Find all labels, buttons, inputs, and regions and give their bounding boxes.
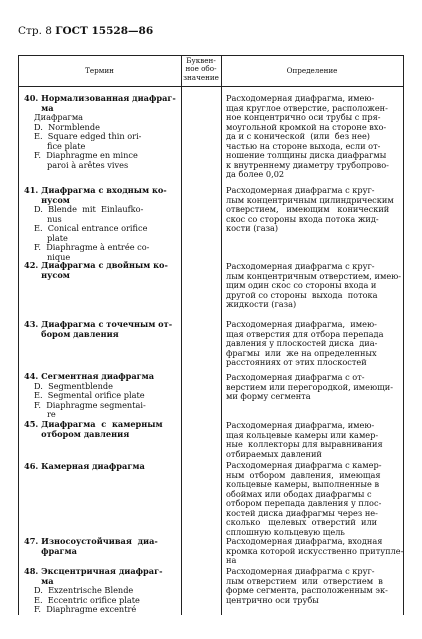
page-number: Стр. 8 xyxy=(18,25,52,37)
table-header-border xyxy=(18,86,404,87)
term-cell xyxy=(24,320,184,339)
page-header xyxy=(18,25,153,37)
term-foreign: D. Blende mit Einlaufko- nus E. Conical entrance orifice plate F. Diaphragme à entrée co- nique xyxy=(34,204,150,262)
term-cell xyxy=(24,567,184,615)
term-ru: 45. Диафрагма с камерным отбором давления xyxy=(24,419,163,439)
term-cell xyxy=(24,261,184,280)
term-cell xyxy=(24,420,184,439)
table-left-border xyxy=(18,55,19,615)
term-foreign: D. Exzentrische Blende E. Eccentric orifice plate F. Diaphragme excentré xyxy=(34,585,140,614)
definition-cell: Расходомерная диафрагма с круг- лым отверстием или отверстием в форме сегмента, расположенным эк- центрично оси трубы xyxy=(226,566,388,605)
term-cell xyxy=(24,537,184,556)
term-foreign: Диафрагма D. Normblende E. Square edged thin ori- fice plate F. Diaphragme en mince paroi à arêtes vives xyxy=(34,112,142,170)
term-ru: 44. Сегментная диафрагма xyxy=(24,371,155,381)
definition-cell: Расходомерная диафрагма, имею- щая отверстия для отбора перепада давления у плоскостей диска диа- фрагмы или же на определенных расстояниях от этих плоскостей xyxy=(226,319,384,367)
column-header-letter: Буквен- ное обо- значение xyxy=(183,56,219,82)
definition-cell: Расходомерная диафрагма, имею- щая кольцевые камеры или камер- ные коллекторы для выравнивания отбираемых давлений xyxy=(226,420,383,459)
term-ru: 40. Нормализованная диафраг- ма xyxy=(24,93,176,113)
definition-cell: Расходомерная диафрагма, имею- щая круглое отверстие, расположен- ное концентрично оси трубы с пря- моугольной кромкой на стороне вхо- да и с конической (или без нее) частью на стороне выхода, если от- ношение толщины диска диафрагмы к внутреннему диаметру трубопрово- да более 0,02 xyxy=(226,93,389,179)
term-ru: 42. Диафрагма с двойным ко- нусом xyxy=(24,260,168,280)
definition-cell: Расходомерная диафрагма с от- верстием или перегородкой, имеющи- ми форму сегмента xyxy=(226,372,393,401)
definition-cell: Расходомерная диафрагма с круг- лым концентричным отверстием, имею- щим один скос со стороны входа и другой со стороны выхода потока жидкости (газа) xyxy=(226,261,402,309)
term-ru: 43. Диафрагма с точечным от- бором давления xyxy=(24,319,173,339)
definition-cell: Расходомерная диафрагма с камер- ным отбором давления, имеющая кольцевые камеры, выполненные в обоймах или ободах диафрагмы с отбором перепада давления у плос- костей диска диафрагмы через не- сколько щелевых отверстий или сплошную кольцевую щель xyxy=(226,460,382,537)
column-header-definition: Определение xyxy=(286,66,338,75)
column-header-term: Термин xyxy=(85,66,114,75)
term-ru: 46. Камерная диафрагма xyxy=(24,461,145,471)
term-cell xyxy=(24,462,184,472)
term-ru: 41. Диафрагма с входным ко- нусом xyxy=(24,185,167,205)
definition-cell: Расходомерная диафрагма, входная кромка которой искусственно притупле- на xyxy=(226,536,404,565)
term-cell xyxy=(24,186,184,262)
term-foreign: D. Segmentblende E. Segmental orifice plate F. Diaphragme segmentai- re xyxy=(34,380,146,419)
term-cell xyxy=(24,372,184,420)
standard-code: ГОСТ 15528—86 xyxy=(55,25,154,37)
definition-cell: Расходомерная диафрагма с круг- лым концентричным цилиндрическим отверстием, имеющим конический скос со стороны входа потока жид- кости (газа) xyxy=(226,185,394,233)
column-divider-definition xyxy=(221,55,222,615)
term-ru: 48. Эксцентричная диафраг- ма xyxy=(24,566,163,586)
table-right-border xyxy=(403,55,404,615)
term-cell xyxy=(24,94,184,170)
term-ru: 47. Износоустойчивая диа- фрагма xyxy=(24,536,158,556)
